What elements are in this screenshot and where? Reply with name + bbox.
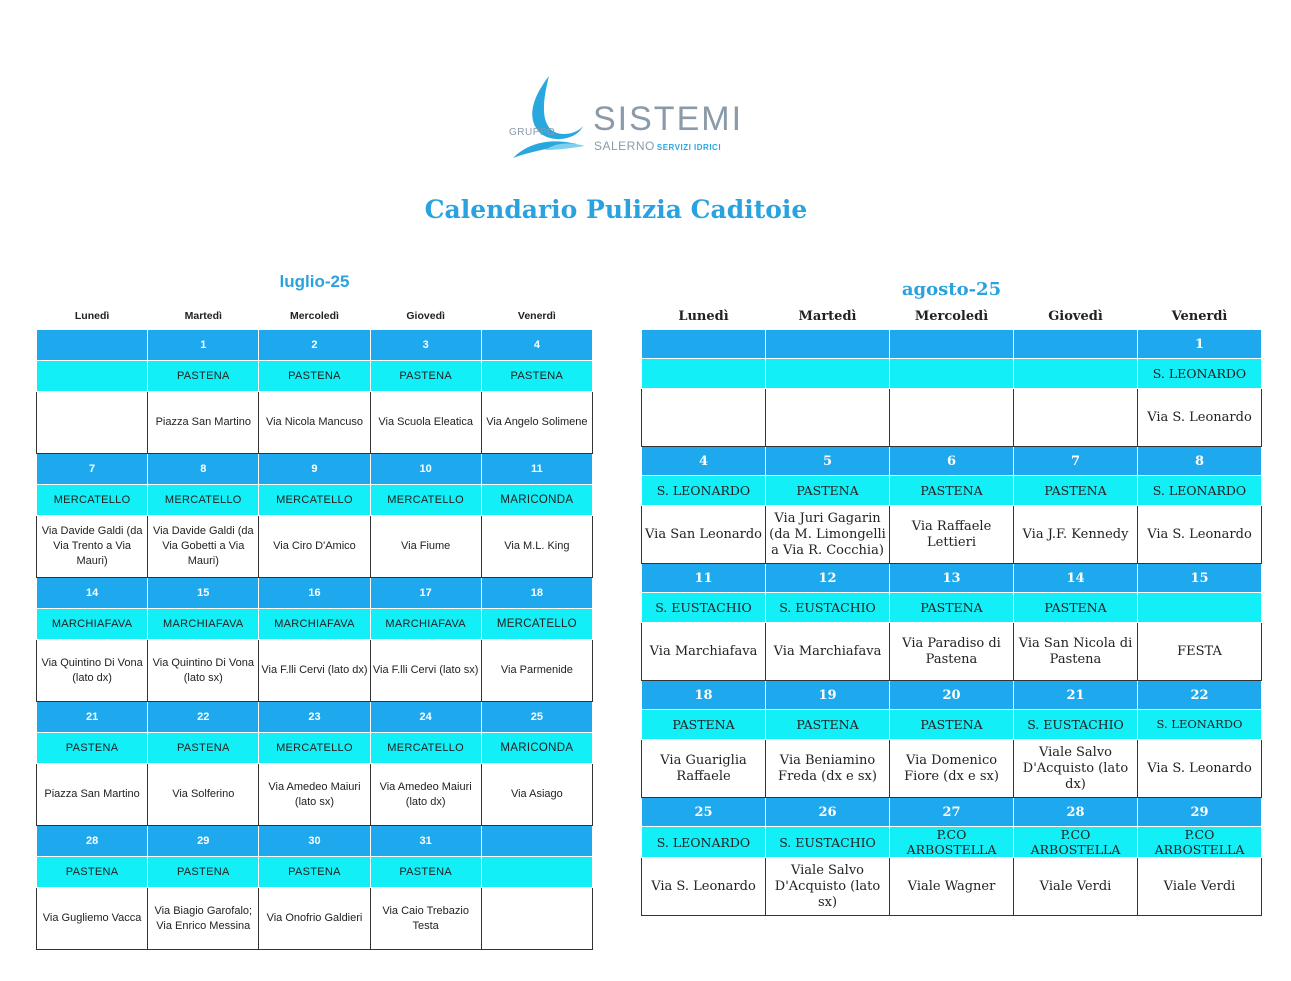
street-cell	[642, 389, 766, 447]
street-cell: Via M.L. King	[481, 516, 592, 578]
street-cell: Via San Nicola di Pastena	[1014, 623, 1138, 681]
zone-cell: MERCATELLO	[259, 485, 370, 516]
street-cell: Via Biagio Garofalo; Via Enrico Messina	[148, 888, 259, 950]
zone-cell: S. EUSTACHIO	[1014, 710, 1138, 740]
zone-cell: PASTENA	[1014, 593, 1138, 623]
zone-cell: PASTENA	[890, 593, 1014, 623]
zone-cell: PASTENA	[642, 710, 766, 740]
zone-cell: PASTENA	[37, 857, 148, 888]
street-cell: Via Guariglia Raffaele	[642, 740, 766, 798]
street-cell: Via Davide Galdi (da Via Gobetti a Via Mauri)	[148, 516, 259, 578]
day-name: Mercoledì	[914, 309, 989, 324]
date-cell: 5	[766, 447, 890, 476]
date-cell: 18	[481, 578, 592, 609]
date-row	[642, 447, 1262, 476]
date-cell: 7	[1014, 447, 1138, 476]
street-cell: Via Gugliemo Vacca	[37, 888, 148, 950]
zone-cell: PASTENA	[148, 733, 259, 764]
date-cell: 7	[37, 454, 148, 485]
date-cell: 25	[481, 702, 592, 733]
zone-cell: PASTENA	[370, 857, 481, 888]
date-cell: 31	[370, 826, 481, 857]
street-cell	[766, 389, 890, 447]
zone-cell: PASTENA	[890, 476, 1014, 506]
day-name: Martedì	[184, 310, 222, 322]
zone-cell: MARICONDA	[481, 485, 592, 516]
street-row	[642, 740, 1262, 798]
street-cell: Via Amedeo Maiuri (lato sx)	[259, 764, 370, 826]
date-row	[642, 564, 1262, 593]
day-name: Venerdì	[1171, 309, 1228, 324]
zone-cell	[766, 359, 890, 389]
zone-cell: MERCATELLO	[37, 485, 148, 516]
zone-cell	[481, 857, 592, 888]
date-cell: 12	[766, 564, 890, 593]
street-cell: Via San Leonardo	[642, 506, 766, 564]
street-cell: Piazza San Martino	[37, 764, 148, 826]
street-cell: Viale Salvo D'Acquisto (lato sx)	[766, 858, 890, 916]
date-row	[642, 330, 1262, 359]
street-row	[642, 623, 1262, 681]
zone-cell: S. LEONARDO	[642, 827, 766, 858]
july-calendar	[36, 303, 593, 950]
date-cell: 1	[148, 330, 259, 361]
street-cell: Via S. Leonardo	[1138, 389, 1262, 447]
street-cell: Via Davide Galdi (da Via Trento a Via Mauri)	[37, 516, 148, 578]
date-cell: 9	[259, 454, 370, 485]
date-row	[37, 578, 593, 609]
day-name: Mercoledì	[289, 310, 339, 322]
street-row	[642, 389, 1262, 447]
date-cell: 26	[766, 798, 890, 827]
street-cell: Via Onofrio Galdieri	[259, 888, 370, 950]
date-cell: 15	[1138, 564, 1262, 593]
date-row	[37, 702, 593, 733]
zone-row	[642, 359, 1262, 389]
water-drop-icon	[505, 72, 595, 167]
street-cell: Via J.F. Kennedy	[1014, 506, 1138, 564]
date-cell: 10	[370, 454, 481, 485]
street-cell: Via Quintino Di Vona (lato dx)	[37, 640, 148, 702]
date-cell: 21	[1014, 681, 1138, 710]
august-day-header	[642, 304, 1262, 330]
date-row	[37, 826, 593, 857]
street-row	[37, 392, 593, 454]
logo-salerno: SALERNO SERVIZI IDRICI	[594, 139, 722, 153]
logo-sistemi: SISTEMI	[593, 100, 744, 138]
street-cell: Via Nicola Mancuso	[259, 392, 370, 454]
zone-cell: MARCHIAFAVA	[148, 609, 259, 640]
date-cell: 19	[766, 681, 890, 710]
zone-cell: S. EUSTACHIO	[642, 593, 766, 623]
zone-cell: P.CO ARBOSTELLA	[1014, 827, 1138, 858]
date-cell: 22	[1138, 681, 1262, 710]
zone-cell: MARCHIAFAVA	[370, 609, 481, 640]
street-cell: Via Juri Gagarin (da M. Limongelli a Via R. Cocchia)	[766, 506, 890, 564]
street-row	[37, 640, 593, 702]
street-cell: Via F.lli Cervi (lato dx)	[259, 640, 370, 702]
zone-cell: MERCATELLO	[481, 609, 592, 640]
street-cell	[1014, 389, 1138, 447]
zone-cell: MERCATELLO	[370, 485, 481, 516]
date-cell: 22	[148, 702, 259, 733]
july-title: luglio-25	[279, 272, 350, 291]
street-row	[37, 764, 593, 826]
date-cell: 2	[259, 330, 370, 361]
date-cell	[890, 330, 1014, 359]
zone-cell: MARCHIAFAVA	[259, 609, 370, 640]
day-name: Venerdì	[517, 310, 556, 322]
date-cell: 4	[642, 447, 766, 476]
date-cell: 18	[642, 681, 766, 710]
july-day-header	[37, 303, 593, 330]
date-cell: 30	[259, 826, 370, 857]
street-cell: Via Quintino Di Vona (lato sx)	[148, 640, 259, 702]
street-cell: Piazza San Martino	[148, 392, 259, 454]
street-cell: Viale Verdi	[1014, 858, 1138, 916]
zone-cell	[1014, 359, 1138, 389]
zone-cell: PASTENA	[148, 361, 259, 392]
day-name: Giovedì	[1048, 309, 1103, 324]
street-cell: Via Amedeo Maiuri (lato dx)	[370, 764, 481, 826]
date-cell: 28	[37, 826, 148, 857]
street-cell: Via S. Leonardo	[1138, 506, 1262, 564]
zone-cell	[37, 361, 148, 392]
zone-cell: MERCATELLO	[148, 485, 259, 516]
street-cell: Via Caio Trebazio Testa	[370, 888, 481, 950]
date-cell	[37, 330, 148, 361]
street-row	[37, 516, 593, 578]
street-cell: FESTA	[1138, 623, 1262, 681]
date-cell: 17	[370, 578, 481, 609]
date-cell: 25	[642, 798, 766, 827]
date-cell	[642, 330, 766, 359]
zone-cell: PASTENA	[148, 857, 259, 888]
zone-cell: MERCATELLO	[370, 733, 481, 764]
zone-cell: PASTENA	[1014, 476, 1138, 506]
zone-cell: P.CO ARBOSTELLA	[1138, 827, 1262, 858]
zone-cell: PASTENA	[890, 710, 1014, 740]
zone-row	[37, 361, 593, 392]
street-cell	[37, 392, 148, 454]
date-row	[642, 798, 1262, 827]
street-cell: Via Ciro D'Amico	[259, 516, 370, 578]
zone-row	[642, 593, 1262, 623]
zone-cell: PASTENA	[766, 476, 890, 506]
street-row	[37, 888, 593, 950]
street-cell: Via Solferino	[148, 764, 259, 826]
day-name: Lunedì	[74, 310, 110, 322]
street-cell: Via S. Leonardo	[1138, 740, 1262, 798]
street-cell: Via Paradiso di Pastena	[890, 623, 1014, 681]
street-row	[642, 506, 1262, 564]
date-cell: 29	[148, 826, 259, 857]
zone-cell: S. LEONARDO	[1138, 710, 1262, 740]
zone-row	[37, 857, 593, 888]
street-cell: Via Scuola Eleatica	[370, 392, 481, 454]
date-cell: 1	[1138, 330, 1262, 359]
zone-cell: MERCATELLO	[259, 733, 370, 764]
date-cell: 23	[259, 702, 370, 733]
logo-servizi: SERVIZI IDRICI	[656, 143, 722, 152]
date-cell: 8	[148, 454, 259, 485]
zone-cell: PASTENA	[259, 857, 370, 888]
street-cell: Via Angelo Solimene	[481, 392, 592, 454]
zone-cell	[890, 359, 1014, 389]
zone-cell: PASTENA	[259, 361, 370, 392]
zone-cell: P.CO ARBOSTELLA	[890, 827, 1014, 858]
page-title: Calendario Pulizia Caditoie	[424, 195, 808, 224]
date-cell: 8	[1138, 447, 1262, 476]
logo	[505, 72, 745, 167]
date-cell: 15	[148, 578, 259, 609]
zone-cell: MARCHIAFAVA	[37, 609, 148, 640]
zone-row	[642, 476, 1262, 506]
august-calendar	[641, 304, 1262, 916]
date-cell: 4	[481, 330, 592, 361]
august-title: agosto-25	[901, 279, 1002, 300]
date-cell: 14	[1014, 564, 1138, 593]
date-cell	[766, 330, 890, 359]
street-cell: Via Fiume	[370, 516, 481, 578]
zone-cell	[642, 359, 766, 389]
street-cell: Via Parmenide	[481, 640, 592, 702]
street-cell: Viale Wagner	[890, 858, 1014, 916]
zone-cell: S. EUSTACHIO	[766, 827, 890, 858]
street-cell: Via Asiago	[481, 764, 592, 826]
date-cell: 21	[37, 702, 148, 733]
date-cell: 6	[890, 447, 1014, 476]
zone-cell: MARICONDA	[481, 733, 592, 764]
street-cell: Via F.lli Cervi (lato sx)	[370, 640, 481, 702]
date-cell: 11	[481, 454, 592, 485]
zone-cell: PASTENA	[766, 710, 890, 740]
zone-cell: PASTENA	[481, 361, 592, 392]
zone-cell: PASTENA	[370, 361, 481, 392]
street-cell: Via Raffaele Lettieri	[890, 506, 1014, 564]
zone-row	[37, 485, 593, 516]
date-cell	[481, 826, 592, 857]
zone-cell: S. LEONARDO	[1138, 359, 1262, 389]
zone-row	[37, 733, 593, 764]
date-row	[642, 681, 1262, 710]
date-cell: 28	[1014, 798, 1138, 827]
logo-gruppo: GRUPPO	[509, 127, 556, 138]
street-cell	[890, 389, 1014, 447]
zone-row	[642, 710, 1262, 740]
zone-cell: PASTENA	[37, 733, 148, 764]
street-cell: Via Beniamino Freda (dx e sx)	[766, 740, 890, 798]
street-cell: Via Marchiafava	[642, 623, 766, 681]
day-name: Lunedì	[678, 309, 729, 324]
date-cell: 14	[37, 578, 148, 609]
date-cell: 13	[890, 564, 1014, 593]
zone-cell: S. EUSTACHIO	[766, 593, 890, 623]
street-cell	[481, 888, 592, 950]
zone-row	[37, 609, 593, 640]
date-cell: 16	[259, 578, 370, 609]
date-cell: 20	[890, 681, 1014, 710]
date-cell	[1014, 330, 1138, 359]
date-cell: 29	[1138, 798, 1262, 827]
street-cell: Via S. Leonardo	[642, 858, 766, 916]
street-cell: Via Marchiafava	[766, 623, 890, 681]
zone-cell: S. LEONARDO	[642, 476, 766, 506]
date-cell: 24	[370, 702, 481, 733]
day-name: Martedì	[798, 309, 857, 324]
zone-row	[642, 827, 1262, 858]
date-row	[37, 330, 593, 361]
street-cell: Viale Salvo D'Acquisto (lato dx)	[1014, 740, 1138, 798]
zone-cell	[1138, 593, 1262, 623]
street-cell: Via Domenico Fiore (dx e sx)	[890, 740, 1014, 798]
date-row	[37, 454, 593, 485]
street-cell: Viale Verdi	[1138, 858, 1262, 916]
day-name: Giovedì	[406, 310, 445, 322]
date-cell: 3	[370, 330, 481, 361]
date-cell: 11	[642, 564, 766, 593]
zone-cell: S. LEONARDO	[1138, 476, 1262, 506]
date-cell: 27	[890, 798, 1014, 827]
street-row	[642, 858, 1262, 916]
